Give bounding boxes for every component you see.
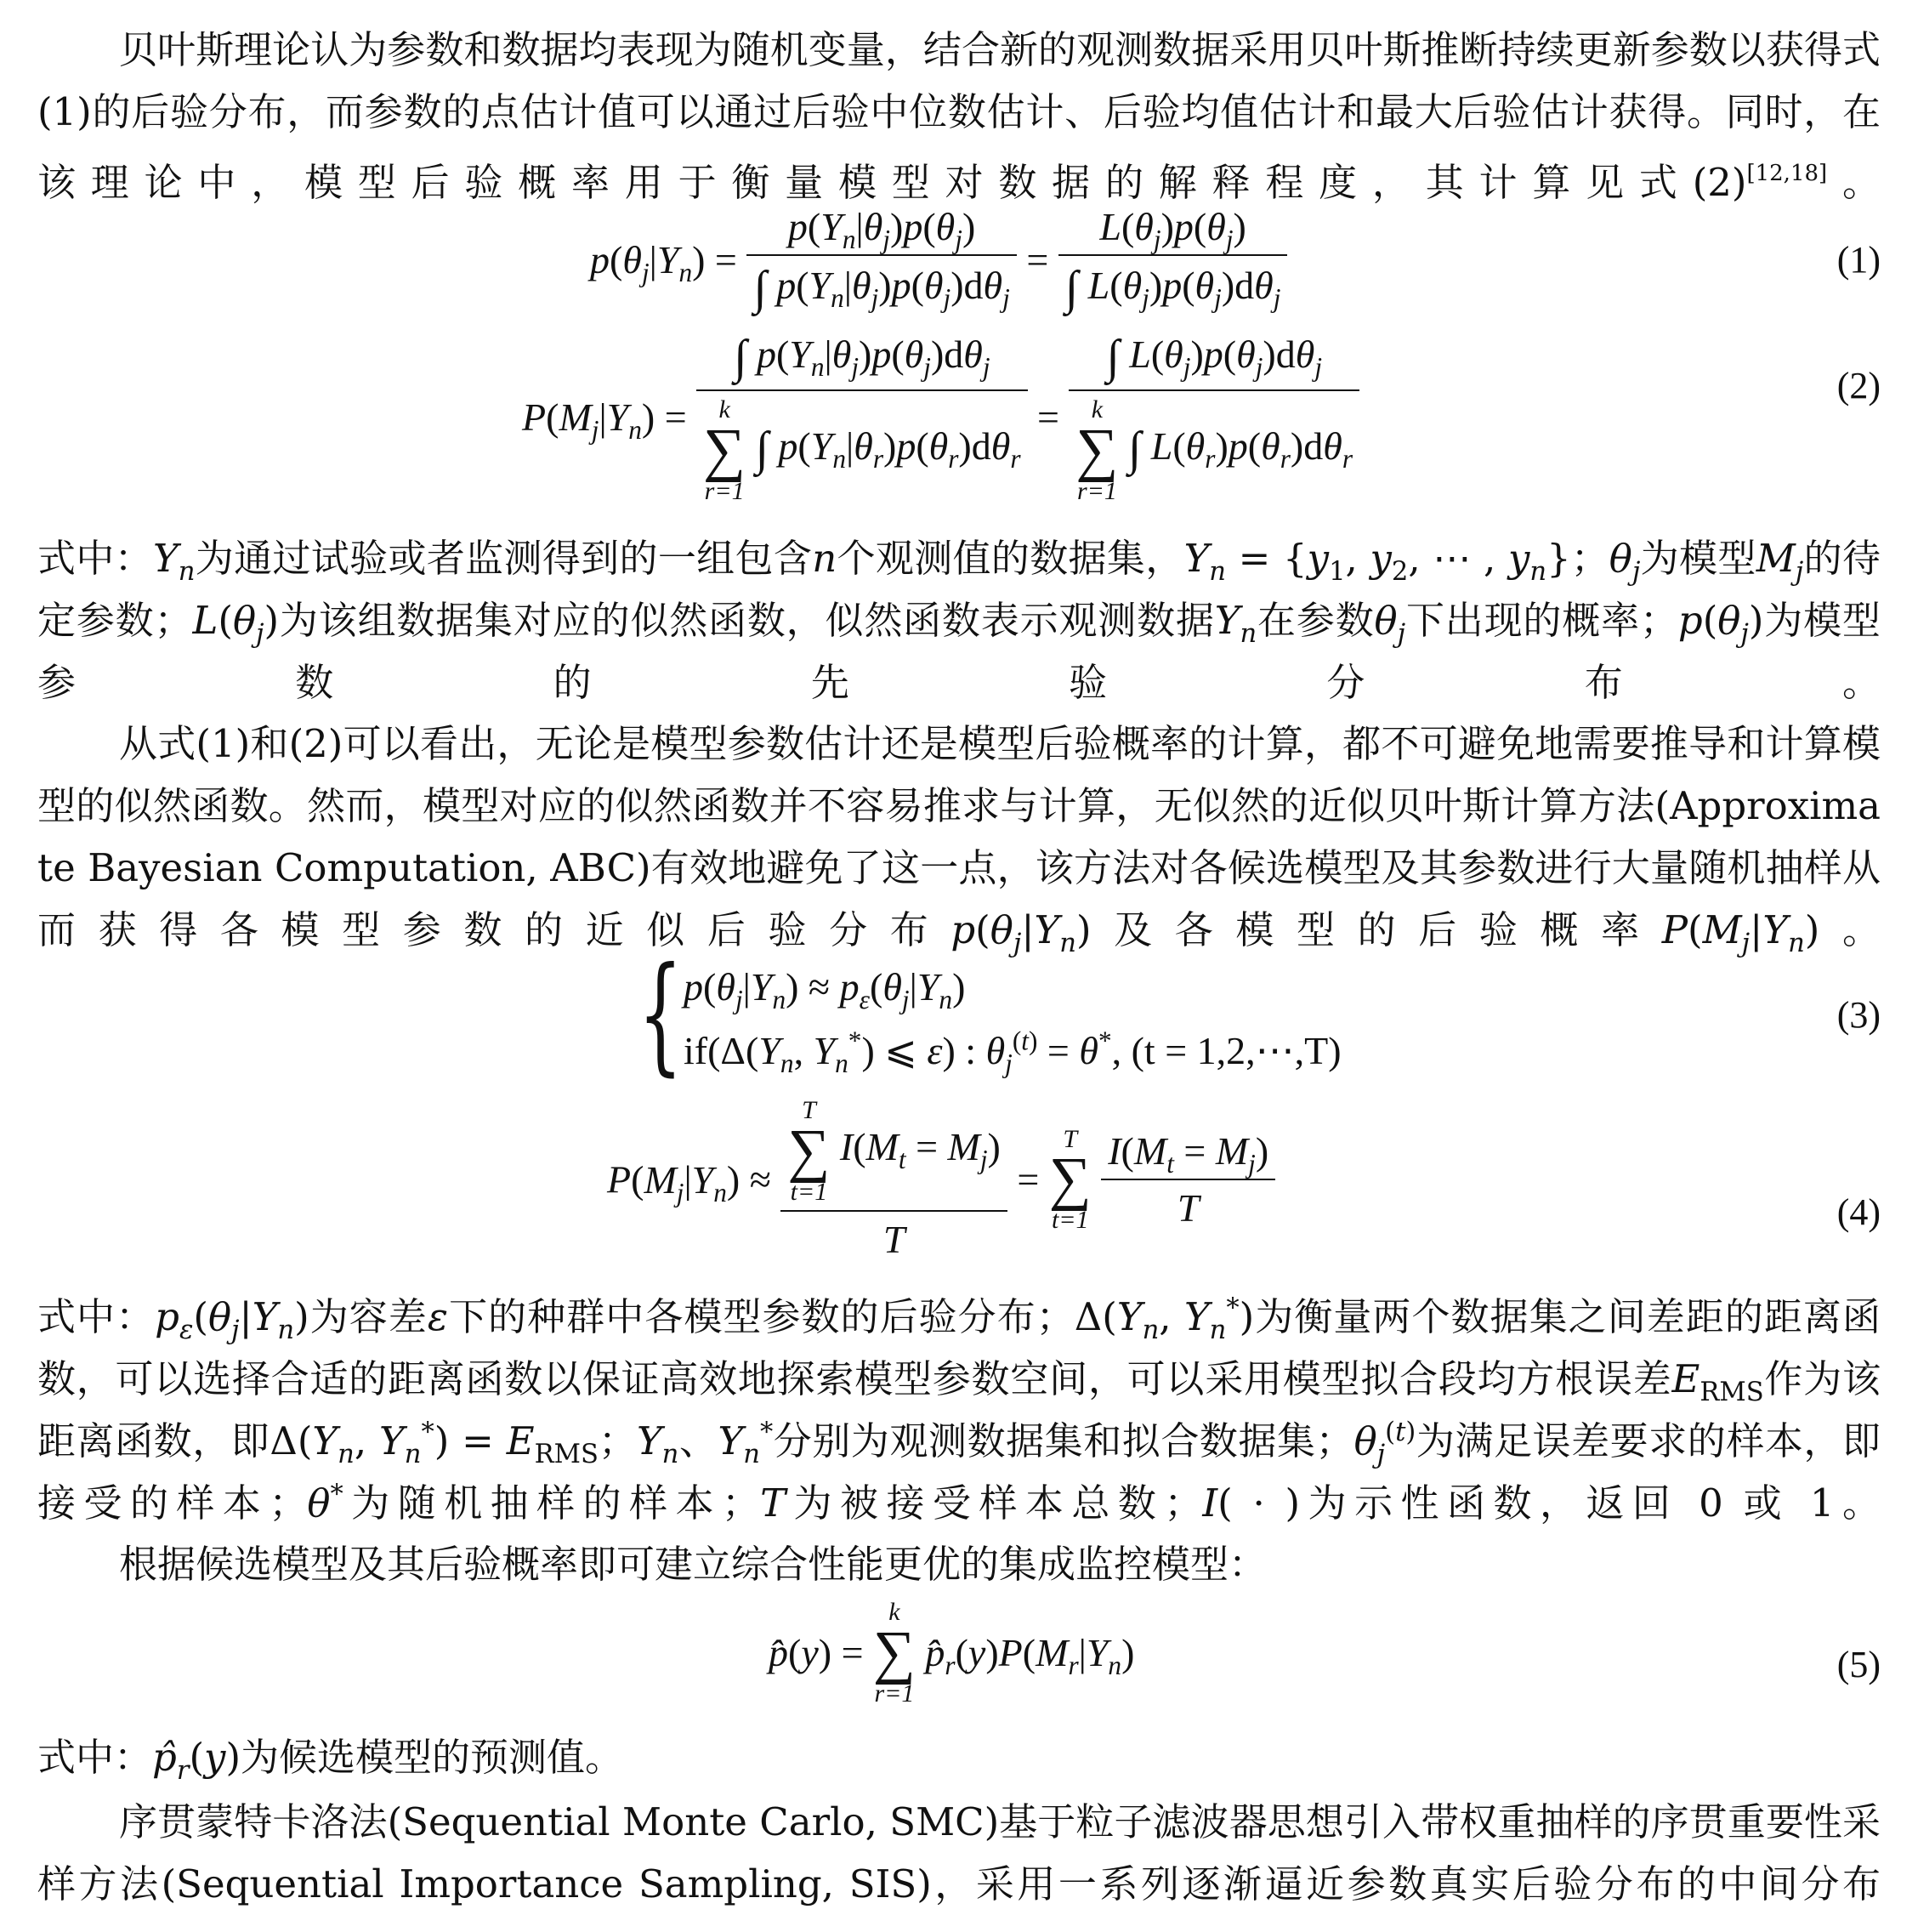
paragraph-text: 作为该距离函数，即 — [37, 1356, 1881, 1463]
paragraph-text: 为候选模型的预测值。 — [241, 1735, 624, 1780]
sum-upper-limit: T — [802, 1096, 816, 1124]
equation-4 — [37, 1097, 1881, 1284]
paragraph-text: 个观测值的数据集， — [837, 536, 1184, 581]
paragraph-text: 为随机抽样的样本； — [343, 1480, 761, 1526]
paragraph-notation-3: 式中：$p̂_r(y)$为候选模型的预测值。 — [37, 1735, 624, 1786]
sum-lower-limit: r=1 — [1076, 476, 1117, 505]
paragraph-text: 从式(1)和(2)可以看出，无论是模型参数估计还是模型后验概率的计算，都不可避免地需要推导和计算模型的似然函数。然而，模型对应的似然函数并不容易推求与计算，无似然的近似贝叶斯计算方法(Approximate Bayesian Computation, ABC)有效地避免了这一点，该方法对各候选模型及其参数进行大量随机抽样从而获得各模型参数的近似后验分布 — [37, 721, 1881, 952]
sum-lower-limit: r=1 — [704, 476, 745, 505]
paragraph-text: 。 — [1819, 907, 1881, 952]
sum-upper-limit: T — [1063, 1124, 1078, 1153]
paragraph-text: 下的种群中各模型参数的后验分布； — [448, 1294, 1075, 1339]
equation-3-case-2: $if(\Delta(Y_n$, $Y_n^*$) ⩽ ε) : $\theta_j^{(t)} = \theta^*$, (t = 1,2,⋯,T) — [684, 1026, 1342, 1079]
paragraph-text: 为模型参数的先验分布。 — [37, 598, 1881, 705]
paragraph-abc-method: 从式(1)和(2)可以看出，无论是模型参数估计还是模型后验概率的计算，都不可避免地需要推导和计算模型的似然函数。然而，模型对应的似然函数并不容易推求与计算，无似然的近似贝叶斯计算方法(Approximate Bayesian Computation, ABC)有效地避免了这一点，该方法对各候选模型及其参数进行大量随机抽样从而获得各模型参数的近似后验分布$p(\theta_j|Y_n)$及各模型的后验概率$P(M_j|Y_n)$。 — [37, 721, 1881, 958]
if-keyword: if — [684, 1029, 708, 1072]
sum-upper-limit: k — [888, 1598, 900, 1626]
equation-3 — [37, 940, 1881, 1088]
fraction: ∫ $p(Y_n|\theta_j)p(\theta_j)d\theta_j$ k ∑ r=1 ∫ $p(Y_n|\theta_r)p(\theta_r)d\theta_r$ — [696, 330, 1027, 504]
paragraph-text: 为被接受样本总数； — [786, 1480, 1203, 1526]
equation-number: (2) — [1836, 365, 1881, 406]
fraction: ∫ $L(\theta_j)p(\theta_j)d\theta_j$ k ∑ r=1 ∫ $L(\theta_r)p(\theta_r)d\theta_r$ — [1069, 330, 1359, 504]
paragraph-text: 为模型 — [1640, 536, 1756, 581]
equation-3-case-1: $p(\theta_j|Y_n) \approx p_\varepsilon(\theta_j|Y_n)$ — [684, 965, 966, 1015]
paragraph-text: 为该组数据集对应的似然函数，似然函数表示观测数据 — [279, 598, 1215, 643]
sum-upper-limit: k — [718, 395, 730, 423]
fraction: $\frac{I(M_t = M_j)}{T}$ — [1101, 1128, 1275, 1230]
equation-4-body: $P(M_j|Y_n)$ ≈ T ∑ t=1 $I(M_t = M_j)$ T = T ∑ t=1 $\frac{I(M_t = M_j)}{T}$ — [607, 1097, 1275, 1262]
left-brace: { — [638, 940, 683, 1088]
paragraph-text: 为示性函数，返回 0 或 1。 — [1300, 1480, 1881, 1526]
citation-ref: [12,18] — [1746, 161, 1828, 186]
sum-lower-limit: r=1 — [874, 1679, 915, 1708]
paragraph-text: 、 — [678, 1418, 718, 1463]
equation-number: (5) — [1836, 1644, 1881, 1685]
paragraph-notation-1: 式中：$Y_n$为通过试验或者监测得到的一组包含n个观测值的数据集，$Y_n = \{y_1$, $y_2$, ⋯ , $y_n$}；$\theta_j$为模型$M_j$的待定参数；$L(\theta_j)$为该组数据集对应的似然函数，似然函数表示观测数据$Y_n$在参数$\theta_j$下出现的概率；$p(\theta_j)$为模型参数的先验分布。 — [37, 536, 1881, 705]
paragraph-text: ； — [598, 1418, 637, 1463]
sum-upper-limit: k — [1091, 395, 1104, 423]
index-range: (t = 1,2,⋯,T) — [1131, 1029, 1342, 1072]
paragraph-text: 分别为观测数据集和拟合数据集； — [773, 1418, 1354, 1463]
sum-lower-limit: t=1 — [1051, 1206, 1089, 1234]
paragraph-smc-method — [37, 1791, 1881, 1915]
paragraph-text: 式中： — [37, 536, 154, 581]
fraction: T ∑ t=1 $I(M_t = M_j)$ T — [780, 1097, 1007, 1262]
paragraph-text: 。 — [1827, 160, 1881, 205]
paragraph-text: 序贯蒙特卡洛法(Sequential Monte Carlo, SMC)基于粒子滤波器思想引入带权重抽样的序贯重要性采样方法(Sequential Importance Sampling, SIS)，采用一系列逐渐逼近参数真实后验分布的中间分布 — [37, 1799, 1881, 1906]
paragraph-text: 式中： — [37, 1294, 156, 1339]
equation-2-body: $P(M_j|Y_n)$ = ∫ $p(Y_n|\theta_j)p(\theta_j)d\theta_j$ k ∑ r=1 ∫ $p(Y_n|\theta_r)p(\theta_r)d\theta_r$ = ∫ $L(\theta_j)p(\theta_j)d\theta_j$ k ∑ r=1 ∫ $L(\theta_r)p(\theta_r)d\theta_r$ — [522, 330, 1359, 504]
paragraph-ensemble-model — [37, 1533, 1881, 1595]
paragraph-text: 在参数 — [1257, 598, 1375, 643]
paragraph-text: 式中： — [37, 1735, 153, 1780]
fraction: $\frac{L(\theta_j)p(\theta_j)}{\int L(\theta_j)p(\theta_j)d\theta_j}$ — [1058, 204, 1288, 315]
paragraph-text: 的待定参数； — [37, 536, 1881, 643]
paragraph-text: 为容差 — [309, 1294, 428, 1339]
paragraph-text: 根据候选模型及其后验概率即可建立综合性能更优的集成监控模型： — [119, 1542, 1268, 1587]
equation-number: (4) — [1836, 1191, 1881, 1233]
paragraph-bayes-theory — [37, 19, 1881, 213]
paragraph-text: 下出现的概率； — [1405, 598, 1678, 643]
paragraph-text: 为满足误差要求的样本，即接受的样本； — [37, 1418, 1881, 1526]
paragraph-text: 为通过试验或者监测得到的一组包含 — [195, 536, 813, 581]
equation-number: (3) — [1836, 994, 1881, 1036]
equation-2 — [37, 330, 1881, 526]
paragraph-notation-2: 式中：$p_\varepsilon(\theta_j|Y_n)$为容差ε下的种群中各模型参数的后验分布；$\Delta(Y_n$, $Y_n^*$)为衡量两个数据集之间差距的距离函数，可以选择合适的距离函数以保证高效地探索模型参数空间，可以采用模型拟合段均方根误差$E_{RMS}$作为该距离函数，即$\Delta(Y_n$, $Y_n^*) = E_{RMS}$；$Y_n$、$Y_n^*$分别为观测数据集和拟合数据集；$\theta_j^{(t)}$为满足误差要求的样本，即接受的样本；θ*为随机抽样的样本；T为被接受样本总数；I( · )为示性函数，返回 0 或 1。 — [37, 1293, 1881, 1526]
equation-1-body: $p(\theta_j|Y_n)$ = $\frac{p(Y_n|\theta_j)p(\theta_j)}{\int p(Y_n|\theta_j)p(\theta_j)d\theta_j}$ = $\frac{L(\theta_j)p(\theta_j)}{\int L(\theta_j)p(\theta_j)d\theta_j}$ — [590, 204, 1287, 315]
paragraph-text: 及各模型的后验概率 — [1091, 907, 1662, 952]
sum-lower-limit: t=1 — [790, 1177, 828, 1206]
fraction: $\frac{p(Y_n|\theta_j)p(\theta_j)}{\int p(Y_n|\theta_j)p(\theta_j)d\theta_j}$ — [746, 204, 1017, 315]
equation-5 — [37, 1599, 1881, 1726]
paragraph-text: ； — [1570, 536, 1609, 581]
equation-number: (1) — [1836, 239, 1881, 281]
equation-5-body: p̂(y) = k ∑ r=1 $p̂_r(y)P(M_r|Y_n)$ — [769, 1598, 1135, 1708]
paragraph-text: 贝叶斯理论认为参数和数据均表现为随机变量，结合新的观测数据采用贝叶斯推断持续更新参数以获得式(1)的后验分布，而参数的点估计值可以通过后验中位数估计、后验均值估计和最大后验估计获得。同时，在该理论中，模型后验概率用于衡量模型对数据的解释程度，其计算见式(2) — [37, 27, 1881, 205]
paragraph-text: 为衡量两个数据集之间差距的距离函数，可以选择合适的距离函数以保证高效地探索模型参数空间，可以采用模型拟合段均方根误差 — [37, 1294, 1881, 1401]
equation-1 — [37, 204, 1881, 315]
